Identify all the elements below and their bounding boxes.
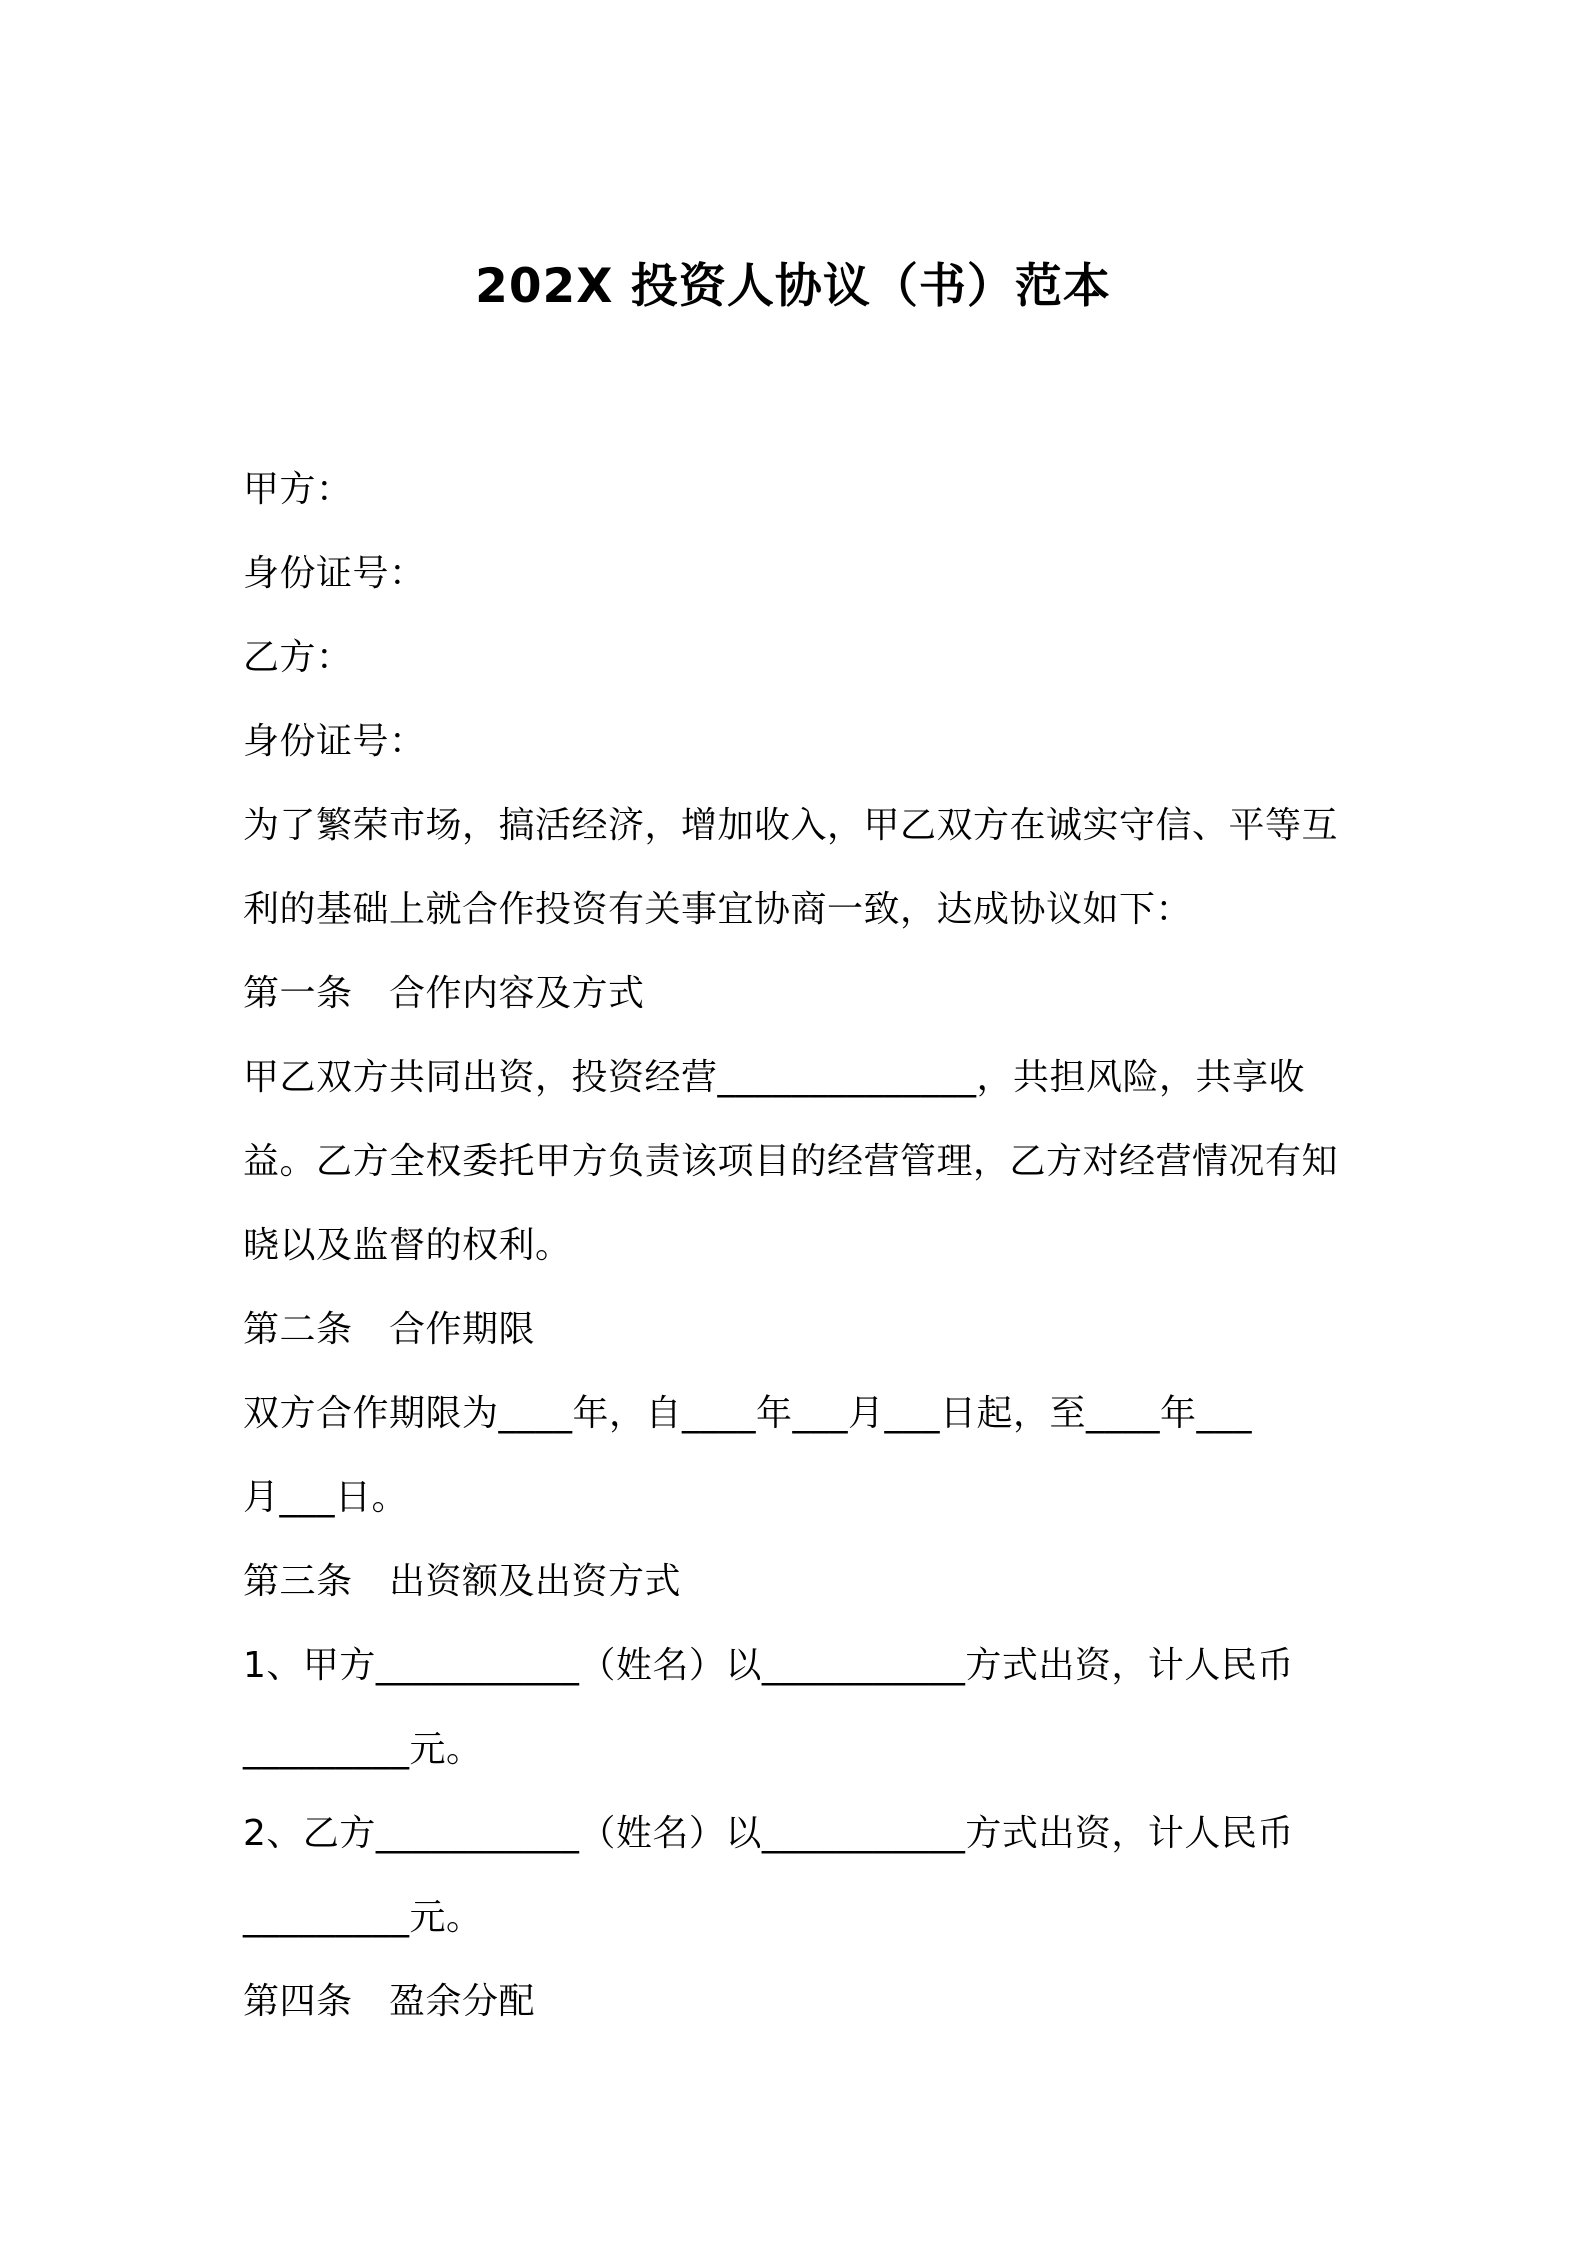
document-body [243,448,1353,2044]
article-1-heading: 第一条 合作内容及方式 [243,973,645,1014]
article-4-heading: 第四条 盈余分配 [243,1981,536,2022]
article-3-item-2-line-2: _________元。 [243,1897,483,1938]
article-1-text-line-3: 晓以及监督的权利。 [243,1225,572,1266]
article-3-item-1-line-2: _________元。 [243,1729,483,1770]
party-a-label: 甲方： [243,469,353,510]
article-2-text-line-2: 月___日。 [243,1477,409,1518]
party-b-label: 乙方： [243,637,353,678]
article-3-item-1-line-1: 1、甲方___________（姓名）以___________方式出资，计人民币 [243,1645,1294,1686]
article-1-text-line-1: 甲乙双方共同出资，投资经营______________，共担风险，共享收 [243,1057,1306,1098]
party-a-id-label: 身份证号： [243,553,426,594]
preamble-line-1: 为了繁荣市场，搞活经济，增加收入，甲乙双方在诚实守信、平等互 [243,805,1339,846]
article-1-text-line-2: 益。乙方全权委托甲方负责该项目的经营管理，乙方对经营情况有知 [243,1141,1339,1182]
article-2-text-line-1: 双方合作期限为____年，自____年___月___日起，至____年___ [243,1393,1253,1434]
article-3-heading: 第三条 出资额及出资方式 [243,1561,682,1602]
document-title: 202X 投资人协议（书）范本 [475,259,1111,314]
article-3-item-2-line-1: 2、乙方___________（姓名）以___________方式出资，计人民币 [243,1813,1294,1854]
preamble-line-2: 利的基础上就合作投资有关事宜协商一致，达成协议如下： [243,889,1193,930]
article-2-heading: 第二条 合作期限 [243,1309,536,1350]
party-b-id-label: 身份证号： [243,721,426,762]
